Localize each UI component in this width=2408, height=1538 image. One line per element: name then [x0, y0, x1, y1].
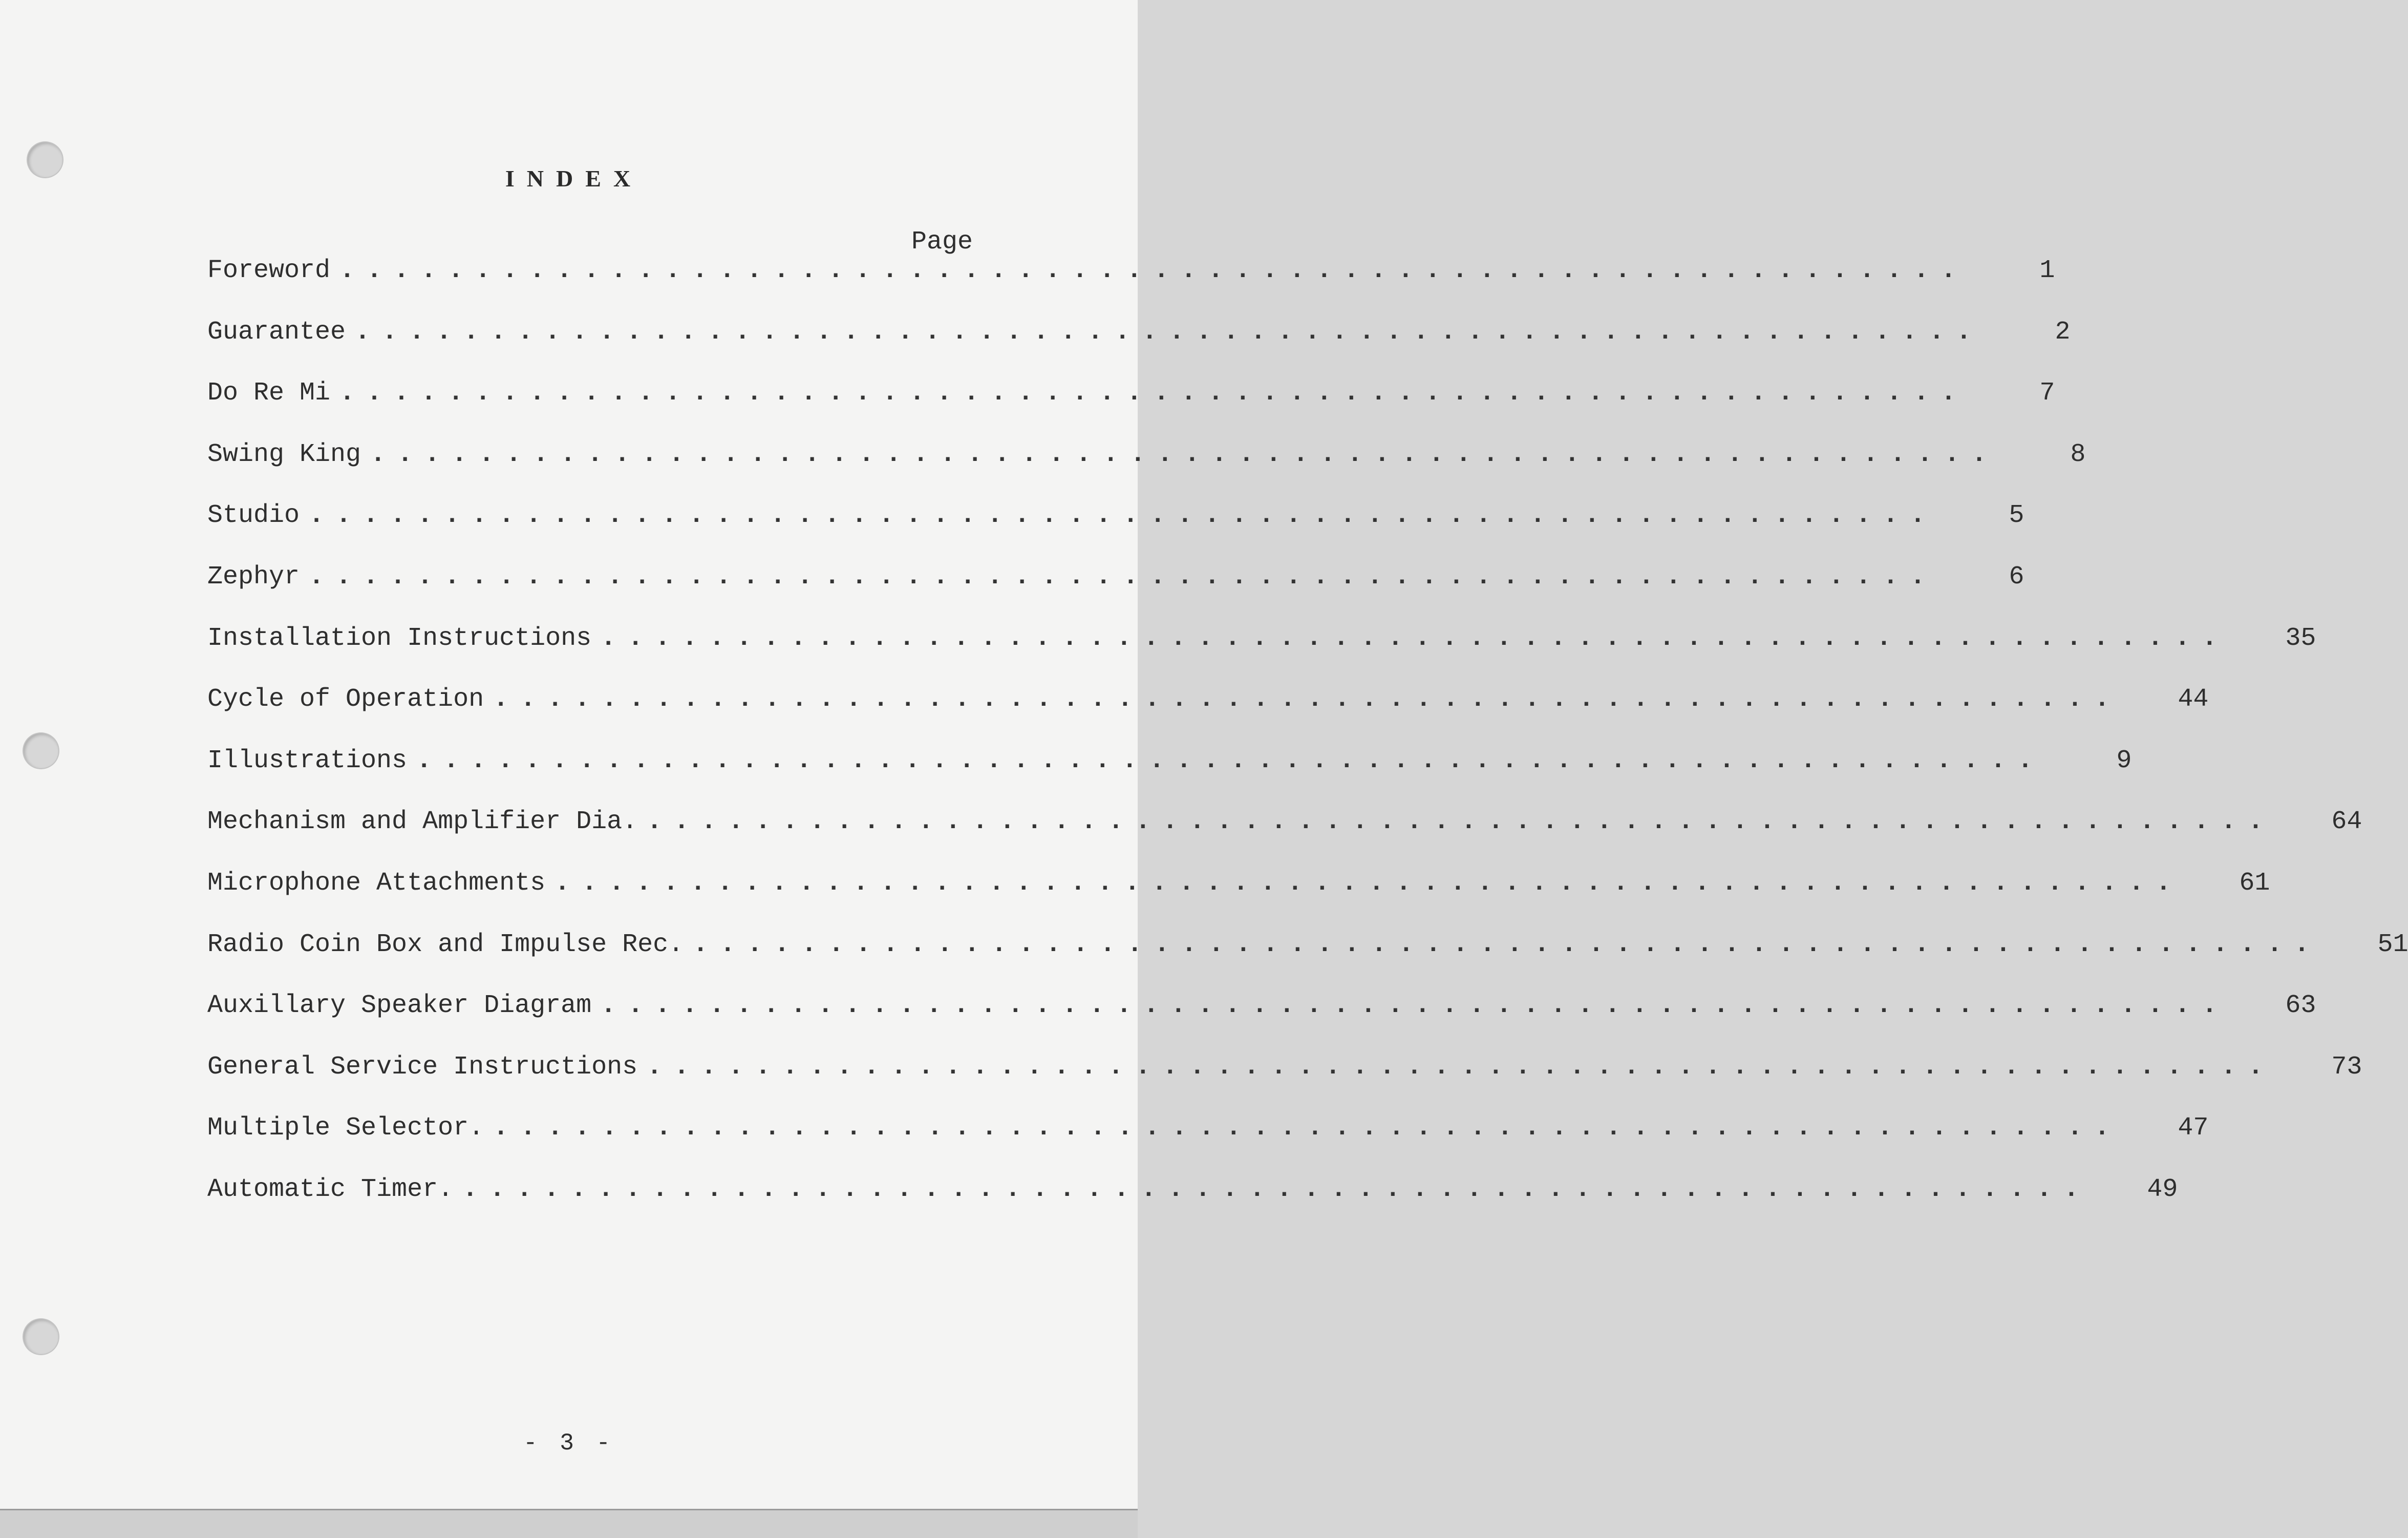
- index-entry-page: 44: [2178, 685, 2209, 714]
- index-entry: [207, 807, 2362, 869]
- index-entry-page: 1: [2039, 256, 2055, 285]
- page-column-header: Page: [911, 227, 973, 257]
- index-entry-page: 73: [2331, 1052, 2362, 1082]
- index-entry-label: General Service Instructions: [207, 1052, 638, 1082]
- index-entry-page: 51: [2377, 930, 2408, 959]
- page-number: - 3 -: [523, 1430, 615, 1457]
- index-entry: [207, 930, 2408, 992]
- dot-leader: ............................................................: [493, 1113, 2122, 1143]
- dot-leader: ............................................................: [601, 991, 2229, 1021]
- binder-hole-middle: [24, 733, 58, 768]
- index-entry: [207, 439, 2086, 501]
- index-entry-label: Automatic Timer.: [207, 1174, 454, 1204]
- dot-leader: ............................................................: [647, 807, 2275, 837]
- index-entry: [207, 1113, 2209, 1175]
- index-entry-label: Illustrations: [207, 746, 408, 775]
- index-entry: [207, 868, 2270, 930]
- index-entry-page: 9: [2116, 746, 2132, 775]
- index-entry-label: Radio Coin Box and Impulse Rec.: [207, 930, 684, 959]
- index-entry-label: Guarantee: [207, 317, 346, 347]
- index-entry: [207, 378, 2055, 440]
- index-entry: [207, 501, 2025, 562]
- dot-leader: ............................................................: [355, 317, 1984, 347]
- index-entry-page: 6: [2009, 562, 2025, 592]
- index-entry-page: 2: [2055, 317, 2071, 347]
- dot-leader: ............................................................: [416, 746, 2045, 775]
- index-entry-label: Swing King: [207, 439, 361, 469]
- index-entry-label: Studio: [207, 501, 300, 531]
- dot-leader: ............................................................: [339, 256, 1968, 285]
- binder-hole-bottom: [24, 1319, 58, 1354]
- index-entry-page: 49: [2147, 1174, 2178, 1204]
- index-entry-label: Zephyr: [207, 562, 300, 592]
- index-entry-page: 7: [2039, 378, 2055, 408]
- index-entry-page: 8: [2070, 439, 2086, 469]
- dot-leader: ............................................................: [493, 685, 2122, 714]
- index-entry-label: Do Re Mi: [207, 378, 331, 408]
- dot-leader: ............................................................: [601, 623, 2229, 653]
- index-entry: [207, 1174, 2178, 1236]
- dot-leader: ............................................................: [693, 930, 2321, 959]
- dot-leader: ............................................................: [462, 1174, 2091, 1204]
- dot-leader: ............................................................: [339, 378, 1968, 408]
- index-entry-label: Auxillary Speaker Diagram: [207, 991, 592, 1021]
- index-entry: [207, 1052, 2362, 1114]
- index-entry: [207, 317, 2071, 379]
- index-title: INDEX: [505, 165, 643, 192]
- dot-leader: ............................................................: [555, 868, 2183, 898]
- index-list: [207, 256, 2408, 1236]
- dot-leader: ............................................................: [309, 501, 1937, 531]
- index-entry: [207, 562, 2025, 624]
- index-entry: [207, 746, 2132, 808]
- index-entry-page: 63: [2285, 991, 2316, 1021]
- index-entry: [207, 685, 2209, 746]
- index-entry-label: Foreword: [207, 256, 331, 285]
- index-entry-page: 5: [2009, 501, 2025, 531]
- dot-leader: ............................................................: [647, 1052, 2275, 1082]
- dot-leader: ............................................................: [309, 562, 1937, 592]
- dot-leader: ............................................................: [370, 439, 1999, 469]
- index-entry-label: Cycle of Operation: [207, 685, 484, 714]
- index-entry-page: 47: [2178, 1113, 2209, 1143]
- index-entry-label: Multiple Selector.: [207, 1113, 484, 1143]
- index-entry: [207, 256, 2055, 318]
- index-entry-label: Mechanism and Amplifier Dia.: [207, 807, 638, 837]
- index-entry-label: Microphone Attachments: [207, 868, 546, 898]
- index-entry-page: 64: [2331, 807, 2362, 837]
- index-entry-page: 61: [2239, 868, 2270, 898]
- index-entry: [207, 623, 2316, 685]
- index-entry-label: Installation Instructions: [207, 623, 592, 653]
- index-entry: [207, 991, 2316, 1052]
- scan-background-strip: [0, 1509, 1138, 1538]
- index-entry-page: 35: [2285, 623, 2316, 653]
